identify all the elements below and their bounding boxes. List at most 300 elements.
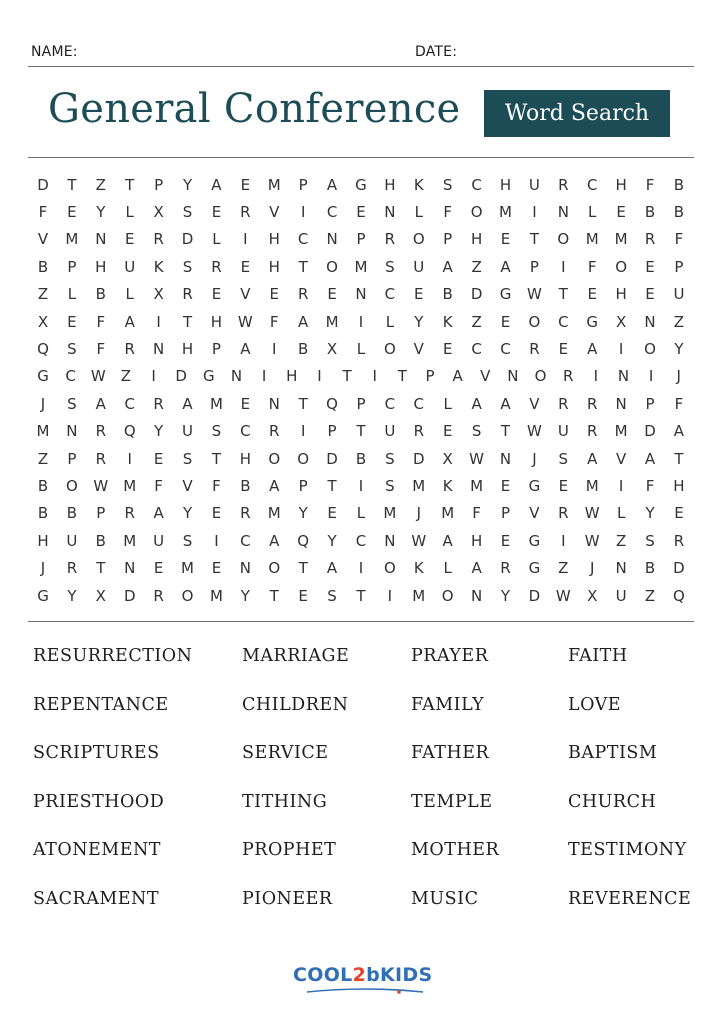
grid-letter: G	[528, 531, 541, 550]
grid-letter: B	[644, 559, 656, 578]
grid-letter: R	[558, 394, 569, 413]
grid-letter: A	[442, 531, 453, 550]
grid-letter: T	[211, 449, 222, 468]
letter-grid	[33, 171, 689, 609]
grid-letter: O	[268, 559, 281, 578]
grid-letter: V	[480, 367, 491, 386]
grid-letter: P	[298, 175, 308, 194]
divider-top	[28, 157, 694, 158]
cool2bkids-logo	[291, 962, 437, 998]
grid-letter: J	[416, 504, 421, 523]
grid-letter: M	[123, 476, 137, 495]
grid-letter: Z	[673, 312, 685, 331]
grid-letter: V	[529, 394, 540, 413]
word-row	[33, 889, 703, 938]
grid-letter: G	[499, 285, 512, 304]
grid-letter: B	[95, 285, 106, 304]
word-item: FAMILY	[411, 694, 485, 715]
word-item: SCRIPTURES	[33, 743, 160, 764]
grid-letter: R	[500, 559, 511, 578]
grid-letter: H	[470, 531, 483, 550]
grid-letter: E	[153, 449, 164, 468]
grid-letter: L	[588, 203, 597, 222]
grid-letter: D	[673, 559, 685, 578]
grid-letter: H	[181, 340, 194, 359]
grid-letter: S	[645, 531, 655, 550]
grid-letter: T	[327, 476, 337, 495]
grid-letter: I	[358, 312, 364, 331]
grid-letter: N	[95, 230, 107, 249]
grid-letter: A	[326, 559, 338, 578]
grid-letter: H	[268, 257, 280, 276]
grid-letter: R	[124, 504, 135, 523]
grid-letter: Y	[645, 504, 655, 523]
word-item: TESTIMONY	[568, 840, 687, 861]
grid-letter: N	[499, 449, 512, 468]
grid-letter: A	[298, 312, 309, 331]
grid-letter: R	[124, 340, 135, 359]
grid-letter: P	[645, 394, 655, 413]
grid-letter: P	[67, 449, 77, 468]
grid-letter: R	[240, 504, 251, 523]
grid-letter: C	[240, 531, 251, 550]
grid-letter: J	[532, 449, 537, 468]
grid-letter: X	[326, 340, 338, 359]
grid-letter: C	[384, 394, 396, 413]
grid-letter: R	[153, 394, 164, 413]
grid-letter: R	[558, 175, 569, 194]
grid-letter: I	[593, 367, 599, 386]
grid-letter: I	[358, 476, 364, 495]
grid-letter: T	[397, 367, 407, 386]
grid-letter: Q	[326, 394, 338, 413]
word-list	[33, 646, 703, 938]
grid-letter: U	[124, 257, 136, 276]
grid-letter: R	[587, 422, 598, 441]
grid-letter: R	[211, 257, 222, 276]
date-label: DATE:	[415, 44, 458, 60]
grid-letter: G	[203, 367, 215, 386]
grid-letter: W	[90, 367, 106, 386]
grid-row	[33, 363, 689, 390]
grid-letter: B	[298, 340, 309, 359]
grid-letter: W	[469, 449, 485, 468]
grid-letter: R	[384, 230, 396, 249]
grid-letter: Y	[327, 531, 337, 550]
word-item: MARRIAGE	[242, 646, 350, 666]
grid-letter: F	[587, 257, 597, 276]
word-item: CHILDREN	[242, 694, 349, 715]
grid-letter: V	[182, 476, 193, 495]
grid-letter: T	[356, 586, 366, 605]
grid-letter: N	[557, 203, 569, 222]
word-item: TITHING	[242, 791, 328, 812]
word-item: SERVICE	[242, 743, 329, 764]
grid-letter: W	[584, 504, 600, 523]
grid-letter: M	[383, 504, 397, 523]
grid-letter: P	[425, 367, 435, 386]
grid-letter: F	[38, 203, 48, 222]
grid-letter: P	[327, 422, 337, 441]
grid-letter: X	[587, 586, 598, 605]
grid-letter: S	[182, 203, 193, 222]
grid-letter: I	[561, 257, 566, 276]
grid-letter: Y	[67, 586, 77, 605]
grid-letter: Z	[471, 312, 482, 331]
word-item: ATONEMENT	[33, 840, 161, 861]
grid-letter: E	[240, 257, 251, 276]
grid-row	[33, 582, 689, 609]
grid-letter: D	[37, 175, 49, 194]
grid-letter: J	[676, 367, 681, 386]
word-item: FATHER	[411, 743, 490, 764]
grid-letter: X	[95, 586, 106, 605]
grid-letter: M	[267, 175, 281, 194]
grid-letter: Q	[297, 531, 310, 550]
grid-letter: V	[529, 504, 540, 523]
grid-letter: M	[441, 504, 455, 523]
grid-letter: H	[615, 285, 627, 304]
grid-letter: E	[558, 340, 569, 359]
grid-letter: I	[300, 422, 306, 441]
grid-letter: O	[470, 203, 483, 222]
grid-letter: C	[500, 340, 511, 359]
grid-letter: R	[673, 531, 685, 550]
grid-letter: W	[411, 531, 427, 550]
grid-letter: V	[37, 230, 49, 249]
grid-letter: N	[326, 230, 338, 249]
name-date-line	[28, 66, 694, 67]
grid-letter: Y	[240, 586, 250, 605]
grid-letter: Q	[673, 586, 685, 605]
grid-letter: M	[181, 559, 194, 578]
grid-letter: F	[674, 394, 684, 413]
word-item: REVERENCE	[568, 888, 692, 909]
grid-letter: N	[384, 531, 396, 550]
grid-letter: U	[413, 257, 425, 276]
grid-letter: B	[673, 203, 685, 222]
grid-letter: A	[95, 394, 106, 413]
grid-letter: K	[442, 312, 453, 331]
grid-letter: O	[412, 230, 425, 249]
grid-letter: F	[645, 476, 655, 495]
grid-letter: E	[240, 175, 251, 194]
grid-letter: S	[182, 531, 193, 550]
grid-letter: E	[645, 257, 655, 276]
grid-letter: N	[615, 394, 627, 413]
grid-letter: U	[615, 586, 627, 605]
grid-letter: F	[443, 203, 452, 222]
grid-letter: D	[326, 449, 338, 468]
grid-letter: S	[558, 449, 569, 468]
grid-letter: N	[384, 203, 396, 222]
grid-letter: R	[66, 559, 78, 578]
grid-letter: T	[269, 586, 279, 605]
grid-letter: O	[181, 586, 194, 605]
grid-letter: O	[297, 449, 310, 468]
grid-letter: Y	[298, 504, 308, 523]
grid-letter: N	[124, 559, 136, 578]
grid-letter: C	[413, 394, 425, 413]
grid-letter: T	[500, 422, 511, 441]
grid-letter: U	[153, 531, 165, 550]
grid-letter: C	[355, 531, 367, 550]
grid-letter: Z	[37, 285, 49, 304]
grid-letter: A	[471, 394, 482, 413]
grid-letter: X	[442, 449, 453, 468]
grid-letter: A	[500, 394, 511, 413]
grid-letter: B	[37, 257, 49, 276]
grid-letter: R	[269, 422, 280, 441]
grid-row	[33, 445, 689, 472]
grid-letter: E	[356, 203, 366, 222]
grid-letter: E	[211, 559, 222, 578]
grid-letter: P	[211, 340, 221, 359]
grid-letter: P	[298, 476, 308, 495]
grid-letter: N	[239, 559, 251, 578]
grid-letter: O	[615, 257, 628, 276]
grid-letter: O	[644, 340, 656, 359]
grid-letter: D	[528, 586, 541, 605]
grid-letter: P	[67, 257, 77, 276]
grid-letter: W	[526, 422, 542, 441]
grid-letter: H	[268, 230, 280, 249]
grid-letter: C	[558, 312, 569, 331]
word-item: RESURRECTION	[33, 646, 193, 666]
grid-letter: Q	[37, 340, 49, 359]
grid-letter: B	[37, 504, 49, 523]
grid-letter: N	[268, 394, 280, 413]
grid-letter: F	[212, 476, 221, 495]
grid-letter: R	[153, 586, 164, 605]
grid-letter: I	[532, 203, 537, 222]
word-row	[33, 743, 703, 792]
word-item: PIONEER	[242, 888, 333, 909]
grid-letter: L	[616, 504, 626, 523]
grid-letter: D	[181, 230, 194, 249]
grid-letter: M	[209, 394, 223, 413]
word-item: PRAYER	[411, 646, 489, 666]
grid-letter: A	[644, 449, 656, 468]
grid-row	[33, 527, 689, 554]
grid-letter: S	[182, 257, 193, 276]
grid-letter: A	[240, 340, 251, 359]
grid-letter: I	[151, 367, 156, 386]
word-row	[33, 792, 703, 841]
grid-letter: D	[123, 586, 136, 605]
grid-letter: L	[443, 559, 452, 578]
grid-letter: Z	[95, 175, 106, 194]
grid-letter: K	[153, 257, 164, 276]
grid-letter: L	[414, 203, 423, 222]
grid-letter: F	[96, 312, 106, 331]
grid-letter: H	[470, 230, 483, 249]
grid-letter: E	[211, 504, 222, 523]
grid-letter: T	[558, 285, 568, 304]
word-item: REPENTANCE	[33, 694, 169, 715]
word-item: PRIESTHOOD	[33, 791, 165, 812]
grid-letter: N	[470, 586, 483, 605]
grid-letter: H	[239, 449, 251, 468]
grid-letter: A	[471, 559, 482, 578]
grid-letter: H	[95, 257, 107, 276]
grid-letter: M	[209, 586, 223, 605]
grid-letter: A	[269, 476, 280, 495]
grid-letter: N	[66, 422, 78, 441]
grid-letter: N	[355, 285, 367, 304]
grid-letter: H	[673, 476, 685, 495]
grid-letter: F	[472, 504, 481, 523]
grid-letter: S	[67, 340, 77, 359]
grid-letter: R	[587, 394, 598, 413]
grid-letter: E	[211, 285, 222, 304]
grid-letter: E	[442, 422, 453, 441]
grid-letter: C	[586, 175, 598, 194]
grid-letter: M	[470, 476, 484, 495]
grid-letter: K	[442, 476, 453, 495]
word-item: PROPHET	[242, 840, 337, 861]
grid-letter: O	[326, 257, 338, 276]
grid-letter: J	[40, 559, 46, 578]
grid-letter: B	[355, 449, 367, 468]
grid-letter: W	[237, 312, 253, 331]
grid-letter: A	[673, 422, 685, 441]
grid-letter: M	[354, 257, 368, 276]
word-row	[33, 840, 703, 889]
grid-letter: E	[500, 312, 511, 331]
grid-row	[33, 472, 689, 499]
grid-letter: U	[384, 422, 396, 441]
grid-row	[33, 198, 689, 225]
grid-letter: E	[153, 559, 164, 578]
grid-letter: E	[124, 230, 135, 249]
grid-letter: N	[617, 367, 630, 386]
grid-letter: K	[413, 175, 424, 194]
grid-letter: J	[590, 559, 595, 578]
grid-letter: C	[297, 230, 309, 249]
grid-letter: T	[529, 230, 539, 249]
grid-letter: R	[153, 230, 164, 249]
grid-letter: G	[528, 476, 541, 495]
grid-letter: I	[127, 449, 132, 468]
grid-letter: E	[587, 285, 597, 304]
grid-letter: L	[125, 285, 134, 304]
grid-letter: U	[557, 422, 569, 441]
grid-letter: S	[182, 449, 193, 468]
grid-letter: E	[327, 504, 337, 523]
grid-letter: D	[175, 367, 187, 386]
grid-letter: Y	[154, 422, 164, 441]
grid-letter: Q	[123, 422, 136, 441]
grid-letter: R	[240, 203, 251, 222]
grid-letter: T	[674, 449, 684, 468]
grid-letter: I	[648, 367, 654, 386]
grid-letter: C	[326, 203, 338, 222]
grid-letter: V	[413, 340, 424, 359]
grid-letter: Y	[674, 340, 684, 359]
grid-letter: T	[125, 175, 135, 194]
grid-letter: L	[356, 504, 366, 523]
grid-letter: P	[356, 394, 366, 413]
grid-letter: Y	[414, 312, 424, 331]
grid-letter: B	[66, 504, 78, 523]
grid-letter: R	[182, 285, 193, 304]
grid-letter: W	[93, 476, 109, 495]
grid-letter: T	[67, 175, 77, 194]
grid-letter: Z	[558, 559, 569, 578]
subtitle-text: Word Search	[504, 101, 650, 126]
grid-letter: L	[125, 203, 134, 222]
grid-letter: N	[153, 340, 165, 359]
grid-letter: H	[384, 175, 396, 194]
grid-letter: R	[529, 340, 540, 359]
grid-letter: B	[95, 531, 106, 550]
word-item: CHURCH	[568, 791, 657, 812]
grid-letter: R	[95, 422, 107, 441]
grid-letter: Z	[644, 586, 656, 605]
grid-letter: X	[153, 203, 164, 222]
grid-letter: T	[356, 422, 366, 441]
logo-part-cool: COOL	[293, 964, 353, 986]
grid-letter: I	[243, 230, 248, 249]
grid-row	[33, 418, 689, 445]
grid-letter: M	[36, 422, 50, 441]
grid-letter: T	[298, 559, 308, 578]
grid-letter: E	[674, 504, 684, 523]
grid-letter: R	[413, 422, 424, 441]
page-title: General Conference	[48, 86, 461, 132]
grid-letter: F	[96, 340, 106, 359]
grid-letter: P	[443, 230, 453, 249]
grid-letter: Z	[120, 367, 132, 386]
grid-letter: X	[615, 312, 627, 331]
word-item: LOVE	[568, 694, 622, 715]
grid-letter: B	[37, 476, 49, 495]
grid-letter: H	[286, 367, 298, 386]
divider-bottom	[28, 621, 694, 622]
grid-letter: I	[317, 367, 322, 386]
grid-letter: T	[342, 367, 352, 386]
grid-letter: S	[211, 422, 222, 441]
grid-letter: P	[529, 257, 539, 276]
grid-letter: A	[587, 449, 598, 468]
grid-letter: A	[153, 504, 164, 523]
grid-letter: D	[413, 449, 425, 468]
grid-letter: Y	[182, 504, 193, 523]
grid-letter: P	[500, 504, 511, 523]
grid-letter: Y	[182, 175, 193, 194]
grid-letter: W	[555, 586, 571, 605]
grid-letter: M	[123, 531, 137, 550]
grid-letter: B	[240, 476, 251, 495]
grid-row	[33, 335, 689, 362]
grid-letter: D	[470, 285, 483, 304]
grid-letter: B	[442, 285, 453, 304]
name-label: NAME:	[31, 44, 78, 60]
grid-letter: L	[67, 285, 77, 304]
grid-letter: I	[561, 531, 566, 550]
grid-letter: H	[499, 175, 512, 194]
grid-letter: A	[211, 175, 222, 194]
grid-letter: C	[471, 175, 482, 194]
word-item: SACRAMENT	[33, 888, 160, 909]
grid-letter: O	[383, 340, 396, 359]
grid-letter: Z	[37, 449, 49, 468]
grid-letter: X	[37, 312, 49, 331]
grid-letter: R	[95, 449, 107, 468]
grid-letter: T	[182, 312, 193, 331]
word-item: MOTHER	[411, 840, 500, 861]
